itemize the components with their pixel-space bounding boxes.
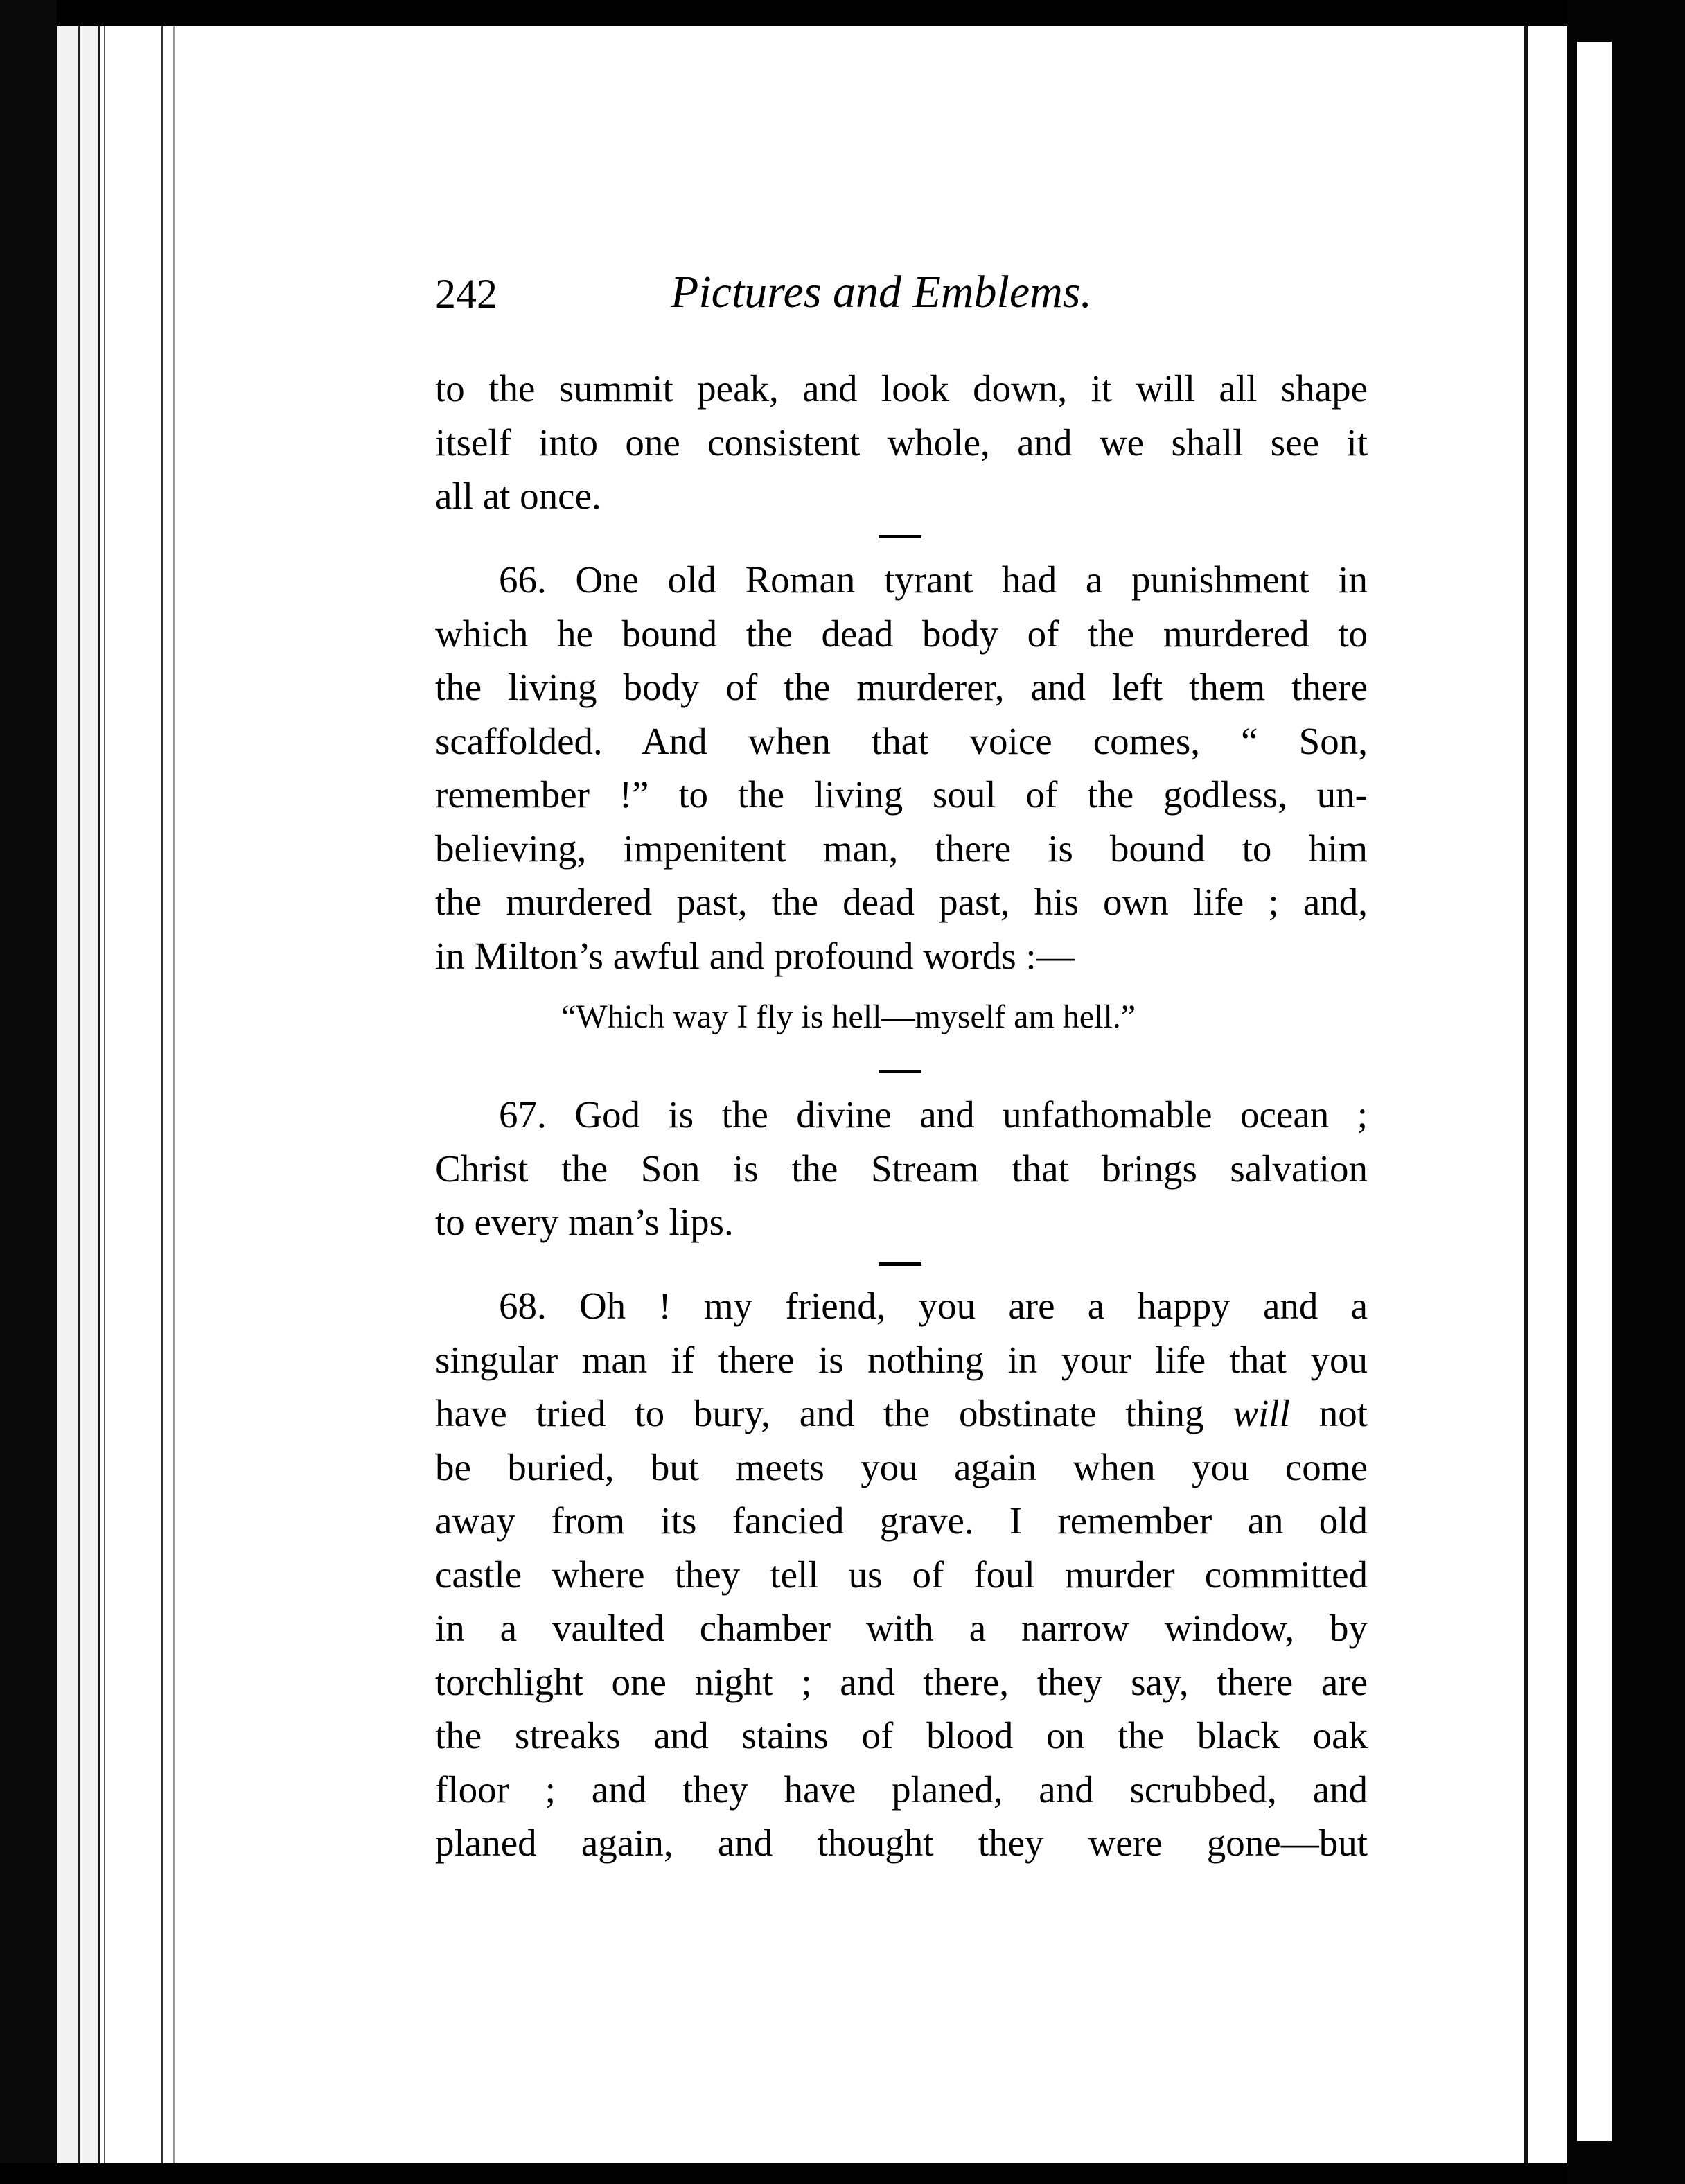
scan-border-left bbox=[0, 0, 57, 2184]
text-line: the murdered past, the dead past, his own life ; and, bbox=[435, 881, 1368, 923]
page-edge-right bbox=[1524, 26, 1528, 2163]
text-line: the streaks and stains of blood on the black oak bbox=[435, 1714, 1368, 1756]
paragraph-67 bbox=[435, 1088, 1368, 1249]
text-line: to the summit peak, and look down, it will all shape bbox=[435, 367, 1368, 410]
page-edge-line bbox=[161, 26, 163, 2163]
text-line: 67. God is the divine and unfathomable ocean ; bbox=[499, 1093, 1368, 1136]
page-edge-line bbox=[104, 26, 105, 2163]
section-rule bbox=[879, 1262, 921, 1266]
text-line: floor ; and they have planed, and scrubbed, and bbox=[435, 1768, 1368, 1811]
text-line: believing, impenitent man, there is bound to him bbox=[435, 827, 1368, 870]
text-line: the living body of the murderer, and left them there bbox=[435, 666, 1368, 708]
text-line: have tried to bury, and the obstinate thing will not bbox=[435, 1392, 1368, 1434]
text-line: which he bound the dead body of the murdered to bbox=[435, 612, 1368, 655]
text-line: itself into one consistent whole, and we shall see it bbox=[435, 421, 1368, 464]
section-rule bbox=[879, 535, 921, 538]
text-line: Christ the Son is the Stream that brings salvation bbox=[435, 1147, 1368, 1190]
scan-border-top bbox=[0, 0, 1685, 26]
text-line: away from its fancied grave. I remember an old bbox=[435, 1499, 1368, 1542]
section-rule bbox=[879, 1070, 921, 1073]
text-line: singular man if there is nothing in your life that you bbox=[435, 1338, 1368, 1381]
text-line: remember !” to the living soul of the godless, un- bbox=[435, 773, 1368, 816]
paragraph-intro bbox=[435, 362, 1368, 523]
text-line: to every man’s lips. bbox=[435, 1201, 734, 1243]
text-line: in Milton’s awful and profound words :— bbox=[435, 934, 1075, 977]
text-line: 66. One old Roman tyrant had a punishment in bbox=[499, 558, 1368, 601]
text-line: scaffolded. And when that voice comes, “ Son, bbox=[435, 719, 1368, 762]
paragraph-66 bbox=[435, 553, 1368, 983]
page-number: 242 bbox=[435, 271, 497, 317]
text-line: castle where they tell us of foul murder committed bbox=[435, 1553, 1368, 1596]
emphasis-will: will bbox=[1233, 1392, 1290, 1434]
text-line: all at once. bbox=[435, 475, 601, 517]
milton-quote: “Which way I fly is hell—myself am hell.” bbox=[561, 998, 1136, 1035]
text-line: be buried, but meets you again when you come bbox=[435, 1445, 1368, 1488]
page-edge-line bbox=[78, 26, 80, 2163]
paragraph-68 bbox=[435, 1279, 1368, 1870]
text-line: planed again, and thought they were gone—but bbox=[435, 1822, 1368, 1864]
scan-border-bottom bbox=[0, 2163, 1685, 2184]
running-title: Pictures and Emblems. bbox=[671, 267, 1092, 317]
running-header bbox=[435, 267, 1170, 333]
text-line: 68. Oh ! my friend, you are a happy and a bbox=[499, 1285, 1368, 1327]
text-line: in a vaulted chamber with a narrow window, by bbox=[435, 1607, 1368, 1649]
text-line: torchlight one night ; and there, they say, there are bbox=[435, 1660, 1368, 1703]
facing-page-sliver bbox=[1574, 42, 1612, 2141]
